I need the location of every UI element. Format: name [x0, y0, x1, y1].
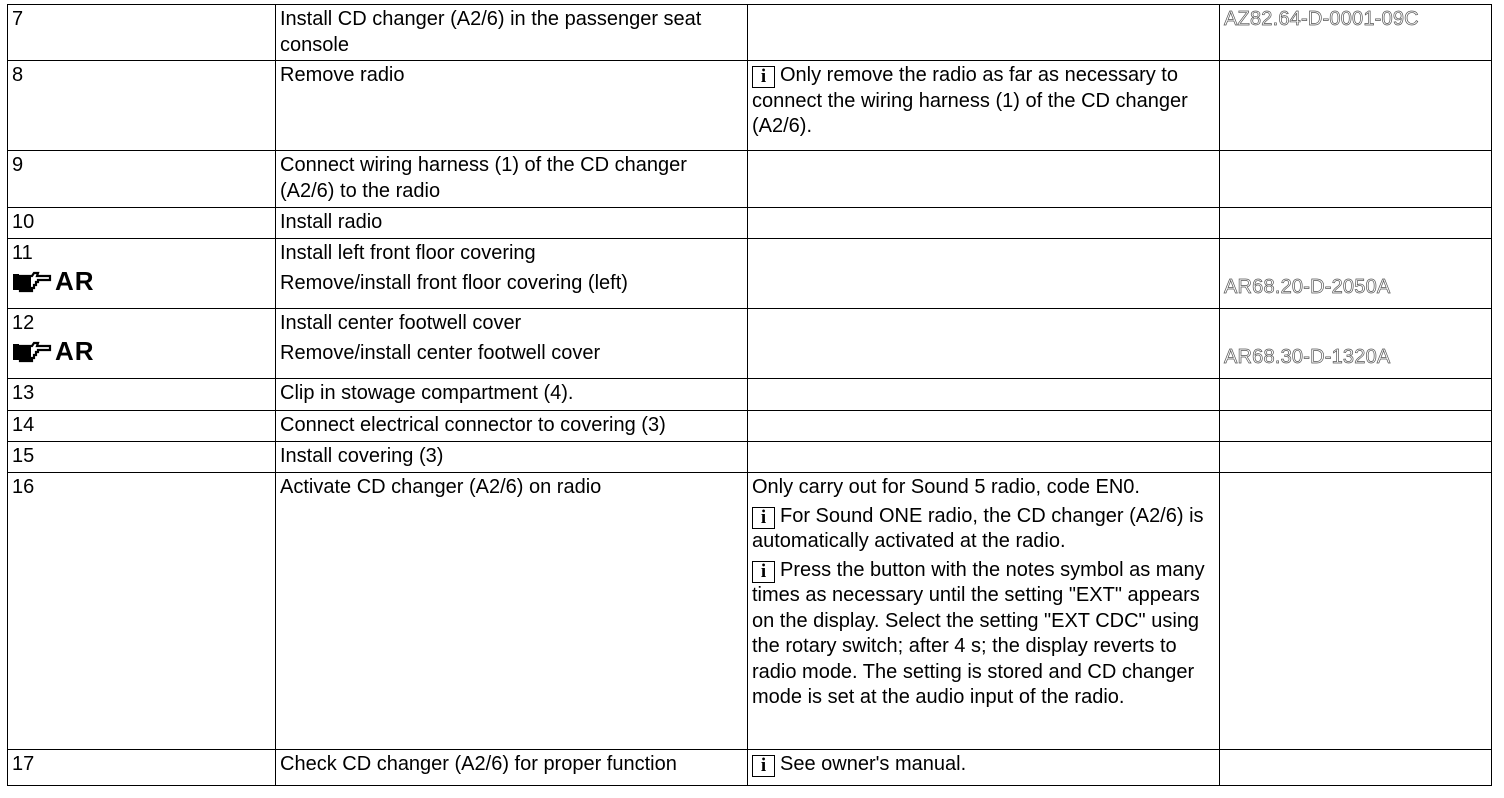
step-reference: [1220, 750, 1492, 786]
step-reference: [1220, 411, 1492, 442]
step-number: [8, 239, 276, 309]
step-action: Connect wiring harness (1) of the CD changer (A2/6) to the radio: [276, 151, 748, 208]
step-number: 15: [8, 442, 276, 473]
step-reference: [1220, 473, 1492, 750]
sub-action-text: Remove/install center footwell cover: [280, 341, 601, 364]
table-row: [8, 750, 1492, 786]
work-steps-table: [7, 4, 1492, 786]
step-action: [276, 309, 748, 379]
info-icon: i: [752, 755, 775, 777]
step-note: [748, 208, 1220, 239]
step-reference: [1220, 151, 1492, 208]
note-text: Only carry out for Sound 5 radio, code EN0.: [752, 476, 1140, 498]
note-text: Press the button with the notes symbol as many times as necessary until the setting "EXT" appears on the display. Select the setting "EXT CDC" using the rotary switch; after 4 s; the display reverts to radio mode. The setting is stored and CD changer mode is set at the audio input of the radio.: [752, 558, 1205, 708]
note-text: Only remove the radio as far as necessary to connect the wiring harness (1) of the CD changer (A2/6).: [752, 64, 1188, 137]
step-number: 7: [8, 5, 276, 61]
step-number: 9: [8, 151, 276, 208]
step-number: 13: [8, 379, 276, 411]
table-row: [8, 473, 1492, 750]
step-reference[interactable]: [1220, 239, 1492, 309]
table-row: [8, 239, 1492, 309]
pointing-hand-icon: [12, 340, 52, 364]
step-number: 8: [8, 61, 276, 151]
step-note: [748, 309, 1220, 379]
table-row: [8, 379, 1492, 411]
step-note: [748, 442, 1220, 473]
pointing-hand-icon: [12, 270, 52, 294]
step-number-text: 12: [12, 312, 35, 334]
step-number: [8, 309, 276, 379]
step-reference: [1220, 442, 1492, 473]
step-action: Remove radio: [276, 61, 748, 151]
step-note: [748, 61, 1220, 151]
step-action: Connect electrical connector to covering (3): [276, 411, 748, 442]
ar-label: AR: [55, 265, 95, 296]
note-item: [752, 558, 1214, 711]
step-action: Install radio: [276, 208, 748, 239]
step-reference: [1220, 61, 1492, 151]
step-reference[interactable]: [1220, 5, 1492, 61]
step-number: 16: [8, 473, 276, 750]
step-reference[interactable]: [1220, 309, 1492, 379]
step-number: 10: [8, 208, 276, 239]
step-number-text: 11: [12, 242, 33, 264]
step-note: [748, 151, 1220, 208]
step-action: [276, 239, 748, 309]
step-reference: [1220, 208, 1492, 239]
step-note: [748, 239, 1220, 309]
info-icon: i: [752, 507, 775, 529]
step-number: 14: [8, 411, 276, 442]
step-action-text: Install left front floor covering: [280, 242, 536, 264]
note-text: For Sound ONE radio, the CD changer (A2/6) is automatically activated at the radio.: [752, 504, 1204, 552]
step-action-text: Install center footwell cover: [280, 312, 522, 334]
reference-link[interactable]: AR68.20-D-2050A: [1224, 275, 1391, 298]
table-row: [8, 442, 1492, 473]
step-action: Install CD changer (A2/6) in the passenger seat console: [276, 5, 748, 61]
ar-reference-mark: [12, 337, 95, 367]
reference-link[interactable]: AR68.30-D-1320A: [1224, 345, 1391, 368]
note-text: See owner's manual.: [780, 753, 967, 775]
table-row: [8, 208, 1492, 239]
step-note: [748, 473, 1220, 750]
info-icon: i: [752, 66, 775, 88]
table-row: [8, 5, 1492, 61]
step-reference: [1220, 379, 1492, 411]
step-note: [748, 5, 1220, 61]
step-note: [748, 379, 1220, 411]
step-action: Activate CD changer (A2/6) on radio: [276, 473, 748, 750]
step-note: [748, 411, 1220, 442]
note-item: [752, 504, 1214, 555]
table-row: [8, 61, 1492, 151]
step-number: 17: [8, 750, 276, 786]
ar-label: AR: [55, 335, 95, 366]
table-row: [8, 151, 1492, 208]
ar-reference-mark: [12, 267, 95, 297]
table-row: [8, 309, 1492, 379]
table-row: [8, 411, 1492, 442]
reference-link[interactable]: AZ82.64-D-0001-09C: [1224, 8, 1419, 30]
step-action: Install covering (3): [276, 442, 748, 473]
info-icon: i: [752, 561, 775, 583]
step-action: Check CD changer (A2/6) for proper function: [276, 750, 748, 786]
step-action: Clip in stowage compartment (4).: [276, 379, 748, 411]
step-note: [748, 750, 1220, 786]
sub-action-text: Remove/install front floor covering (left): [280, 271, 628, 294]
